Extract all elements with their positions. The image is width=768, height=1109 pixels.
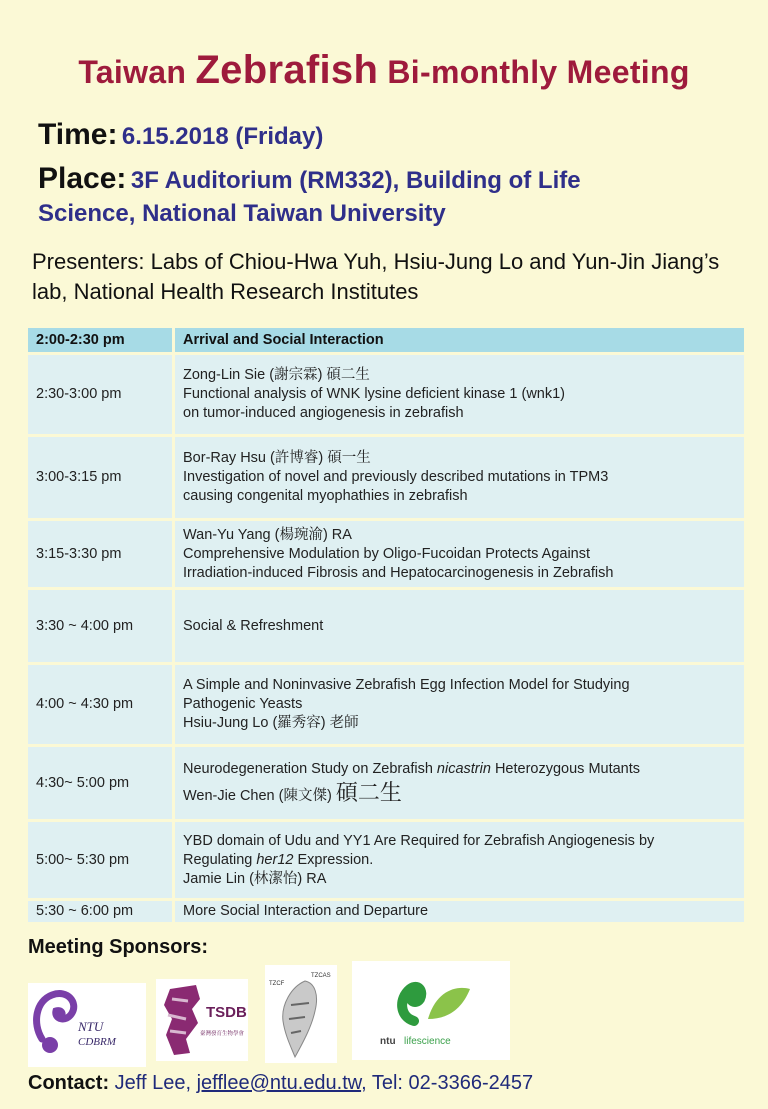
schedule-time: 5:30 ~ 6:00 pm: [28, 901, 175, 922]
table-row: [28, 747, 744, 819]
schedule-time: 3:15-3:30 pm: [28, 521, 175, 587]
schedule-desc: More Social Interaction and Departure: [175, 901, 744, 922]
svg-text:CDBRM: CDBRM: [78, 1036, 116, 1048]
schedule-time: 4:30~ 5:00 pm: [28, 747, 175, 819]
schedule-table: [28, 325, 744, 925]
svg-text:NTU: NTU: [78, 1019, 104, 1034]
schedule-desc: [175, 665, 744, 744]
sponsors-title: Meeting Sponsors:: [28, 936, 209, 958]
presenter-line: Wan-Yu Yang (楊琬渝) RA: [183, 526, 352, 543]
place-line: [38, 162, 581, 196]
svg-text:lifescience: lifescience: [404, 1036, 451, 1047]
title-part2: Zebrafish: [195, 48, 379, 92]
talk-title-line: Neurodegeneration Study on Zebrafish nicastrin Heterozygous Mutants: [183, 761, 641, 777]
table-row: [28, 437, 744, 518]
presenter-line: Hsiu-Jung Lo (羅秀容) 老師: [183, 715, 359, 731]
talk-title-line: on tumor-induced angiogenesis in zebrafish: [183, 405, 464, 421]
schedule-time: 5:00~ 5:30 pm: [28, 822, 175, 898]
schedule-time: 2:30-3:00 pm: [28, 355, 175, 434]
schedule-desc: Arrival and Social Interaction: [175, 328, 744, 352]
table-row: [28, 822, 744, 898]
schedule-desc: [175, 437, 744, 518]
leaf-logo-icon: [352, 961, 510, 1060]
table-row: [28, 521, 744, 587]
ntu-cdbrm-logo: [28, 983, 146, 1067]
place-value-line1: 3F Auditorium (RM332), Building of Life: [130, 167, 581, 194]
table-row: [28, 590, 744, 662]
contact-email-link[interactable]: jefflee@ntu.edu.tw: [196, 1072, 362, 1094]
schedule-time: 3:30 ~ 4:00 pm: [28, 590, 175, 662]
table-row: [28, 665, 744, 744]
place-label: Place:: [38, 162, 127, 195]
schedule-desc: [175, 355, 744, 434]
schedule-desc: [175, 822, 744, 898]
schedule-time: 4:00 ~ 4:30 pm: [28, 665, 175, 744]
contact-name: Jeff Lee,: [114, 1072, 192, 1094]
presenter-line: Wen-Jie Chen (陳文傑) 碩二生: [183, 780, 402, 805]
talk-title-line: Functional analysis of WNK lysine deficient kinase 1 (wnk1): [183, 386, 565, 402]
schedule-desc: [175, 747, 744, 819]
talk-title-line: causing congenital myophathies in zebrafish: [183, 488, 468, 504]
talk-title-line: A Simple and Noninvasive Zebrafish Egg Infection Model for Studying: [183, 677, 630, 693]
cdbrm-emblem-icon: [28, 983, 146, 1067]
presenter-line: Zong-Lin Sie (謝宗霖) 碩二生: [183, 367, 370, 383]
presenter-line: Jamie Lin (林潔怡) RA: [183, 870, 327, 887]
time-value: 6.15.2018 (Friday): [121, 123, 324, 150]
svg-text:臺灣發育生物學會: 臺灣發育生物學會: [200, 1031, 245, 1037]
place-line2: [38, 200, 446, 228]
talk-title-line: Pathogenic Yeasts: [183, 696, 303, 712]
talk-title-line: YBD domain of Udu and YY1 Are Required for Zebrafish Angiogenesis by: [183, 832, 655, 849]
taiwan-map-icon: [265, 965, 337, 1063]
contact-tel: Tel: 02-3366-2457: [371, 1072, 534, 1094]
talk-title-line: Investigation of novel and previously described mutations in TPM3: [183, 469, 609, 485]
talk-title-line: Comprehensive Modulation by Oligo-Fucoidan Protects Against: [183, 545, 591, 562]
schedule-desc: [175, 521, 744, 587]
time-line: [38, 118, 323, 152]
tsdb-logo: [156, 979, 248, 1061]
schedule-time: 3:00-3:15 pm: [28, 437, 175, 518]
contact-line: Contact: Jeff Lee, jefflee@ntu.edu.tw, Tel: 02-3366-2457: [28, 1072, 534, 1094]
tzcf-logo: [265, 965, 337, 1063]
talk-title-line: Irradiation-induced Fibrosis and Hepatocarcinogenesis in Zebrafish: [183, 564, 614, 581]
place-value-line2: Science, National Taiwan University: [38, 200, 446, 227]
title-part1: Taiwan: [78, 54, 187, 90]
table-row: [28, 901, 744, 922]
table-row: [28, 328, 744, 352]
svg-text:TSDB: TSDB: [206, 1004, 247, 1021]
schedule-desc: Social & Refreshment: [175, 590, 744, 662]
svg-text:TZCAS: TZCAS: [311, 973, 331, 979]
time-label: Time:: [38, 118, 118, 151]
schedule-time: 2:00-2:30 pm: [28, 328, 175, 352]
page-title: [0, 48, 768, 93]
presenter-line: Bor-Ray Hsu (許博睿) 碩一生: [183, 450, 371, 466]
tsdb-emblem-icon: [156, 979, 248, 1061]
contact-label: Contact:: [28, 1072, 110, 1094]
table-row: [28, 355, 744, 434]
presenters: Presenters: Labs of Chiou-Hwa Yuh, Hsiu-Jung Lo and Yun-Jin Jiang’s lab, National Health Research Institutes: [32, 249, 720, 304]
title-part3: Bi-monthly Meeting: [387, 54, 690, 90]
svg-text:ntu: ntu: [380, 1036, 396, 1047]
svg-text:TZCF: TZCF: [269, 981, 285, 987]
ntu-lifescience-logo: [352, 961, 510, 1060]
talk-title-line: Regulating her12 Expression.: [183, 851, 374, 868]
